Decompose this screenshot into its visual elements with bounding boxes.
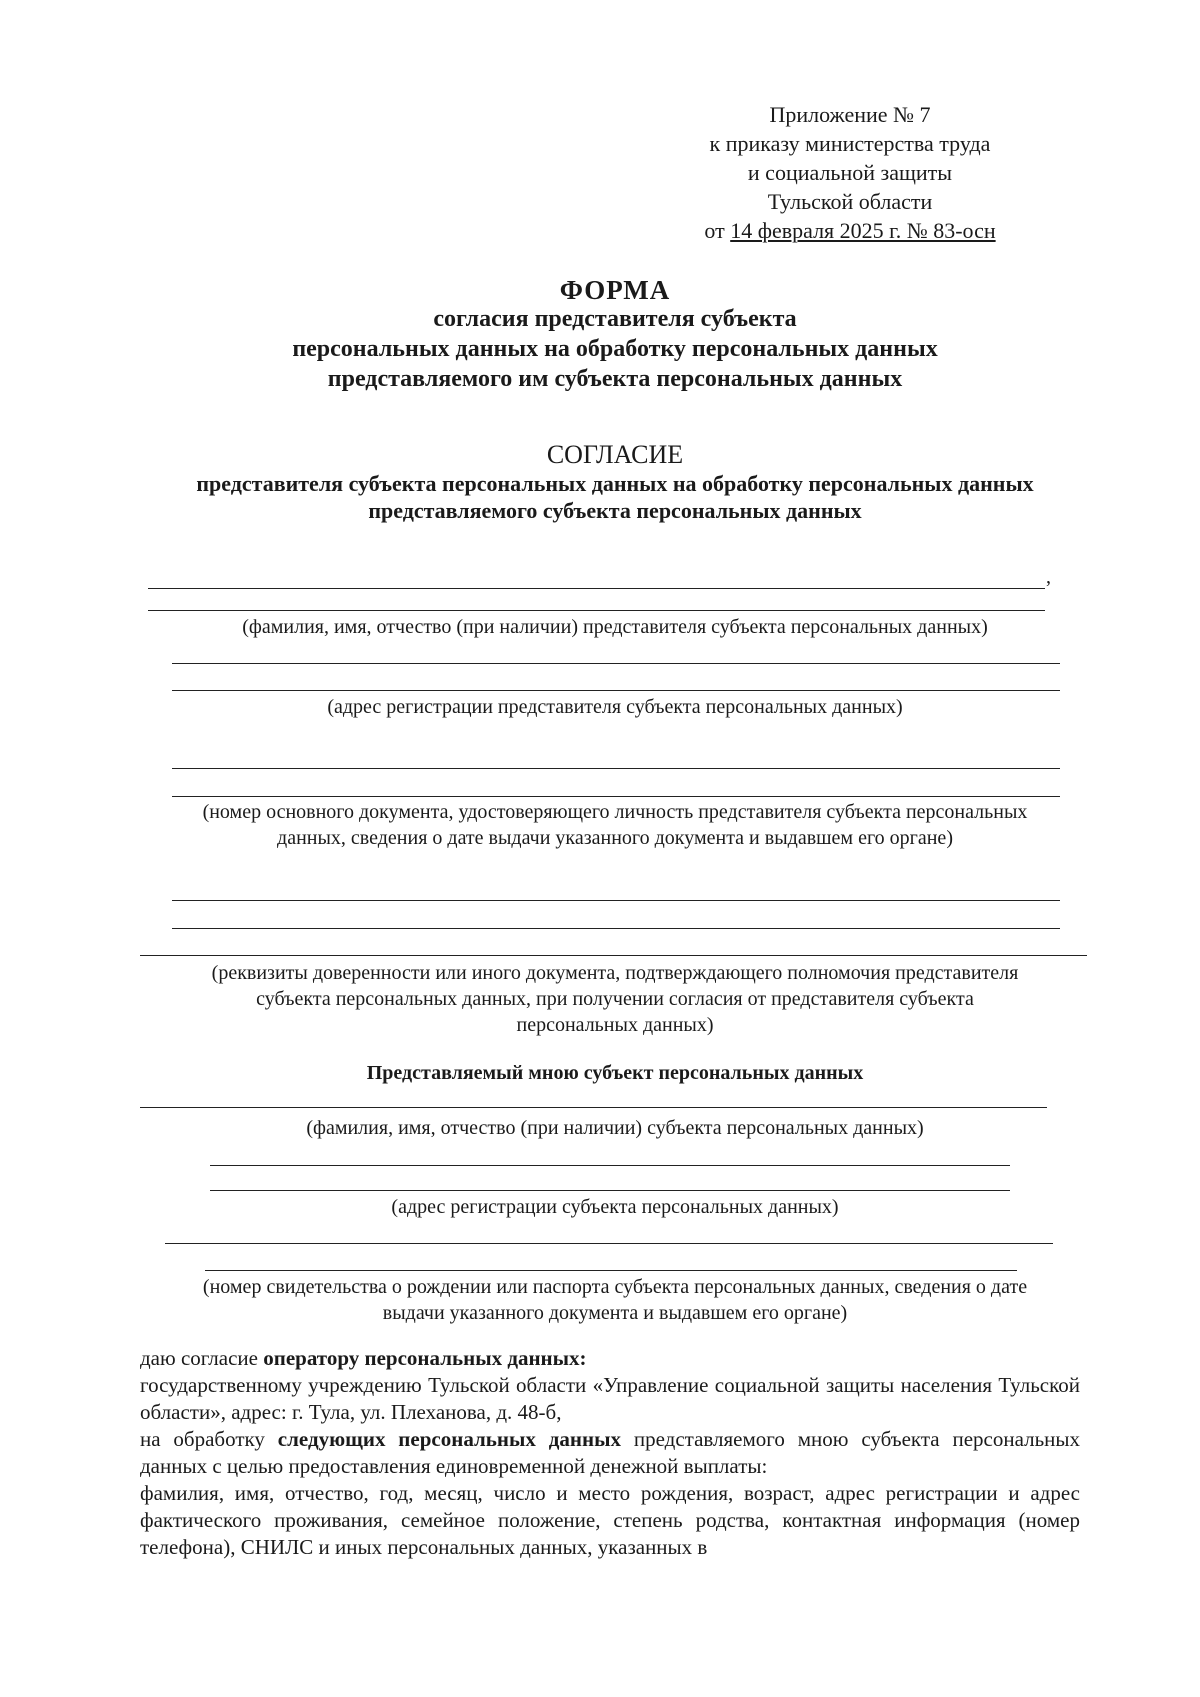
rep-doc-caption xyxy=(140,799,1090,851)
rep-address-caption: (адрес регистрации представителя субъекта персональных данных) xyxy=(327,696,903,718)
rep-name-caption: (фамилия, имя, отчество (при наличии) представителя субъекта персональных данных) xyxy=(242,616,988,638)
rep-name-comma: , xyxy=(1046,566,1051,588)
rep-name-line-2[interactable] xyxy=(148,610,1045,611)
rep-doc-line-2[interactable] xyxy=(172,796,1060,797)
rep-doc-caption-line1: (номер основного документа, удостоверяющего личность представителя субъекта персональных xyxy=(202,801,1028,823)
consent-body-p2: государственному учреждению Тульской области «Управление социальной защиты населения Тульской области», адрес: г. Тула, ул. Плеханова, д. 48-б, xyxy=(140,1373,1080,1424)
subj-doc-line-1[interactable] xyxy=(165,1243,1053,1244)
appendix-order: к приказу министерства труда xyxy=(709,131,991,156)
consent-subtitle-line2: представляемого субъекта персональных данных xyxy=(368,498,862,523)
form-subtitle xyxy=(140,304,1090,394)
consent-body-p4: фамилия, имя, отчество, год, месяц, число и место рождения, возраст, адрес регистрации и адрес фактического проживания, семейное положение, степень родства, контактная информация (номер телефона), СНИЛС и иных персональных данных, указанных в xyxy=(140,1481,1080,1559)
rep-name-line-1[interactable] xyxy=(148,588,1045,589)
consent-body-p1 xyxy=(140,1345,1080,1372)
appendix-date: 14 февраля 2025 г. № 83-осн xyxy=(730,218,996,243)
power-line-1[interactable] xyxy=(172,900,1060,901)
rep-doc-caption-line2: данных, сведения о дате выдачи указанного документа и выдавшем его органе) xyxy=(277,827,953,849)
appendix-date-line xyxy=(640,216,1060,245)
form-subtitle-line2: персональных данных на обработку персональных данных xyxy=(292,336,938,362)
power-caption-line3: персональных данных) xyxy=(516,1014,714,1036)
consent-title: СОГЛАСИЕ xyxy=(546,440,684,469)
consent-subtitle xyxy=(140,470,1090,524)
power-caption-line1: (реквизиты доверенности или иного документа, подтверждающего полномочия представителя xyxy=(211,962,1019,984)
form-subtitle-line1: согласия представителя субъекта xyxy=(433,306,797,332)
consent-body-p3-c: представляемого мною субъекта персональных данных с целью предоставления единовременной денежной выплаты: xyxy=(140,1427,1080,1478)
form-title: ФОРМА xyxy=(559,275,671,305)
power-line-3[interactable] xyxy=(140,955,1087,956)
form-subtitle-line3: представляемого им субъекта персональных данных xyxy=(327,366,903,392)
subj-doc-caption-line2: выдачи указанного документа и выдавшем его органе) xyxy=(382,1302,848,1324)
subj-name-caption: (фамилия, имя, отчество (при наличии) субъекта персональных данных) xyxy=(306,1117,924,1139)
consent-body xyxy=(140,1345,1080,1561)
consent-body-p1-a: даю согласие xyxy=(140,1346,264,1370)
subj-address-line-1[interactable] xyxy=(210,1165,1010,1166)
power-caption xyxy=(140,960,1090,1038)
subj-address-line-2[interactable] xyxy=(210,1190,1010,1191)
consent-body-p3 xyxy=(140,1426,1080,1480)
appendix-ministry: и социальной защиты xyxy=(747,160,953,185)
appendix-block xyxy=(640,100,1060,245)
appendix-date-prefix: от xyxy=(704,218,731,243)
consent-subtitle-line1: представителя субъекта персональных данных на обработку персональных данных xyxy=(196,471,1034,496)
consent-body-p3-b: следующих персональных данных xyxy=(277,1427,621,1451)
consent-body-p3-a: на обработку xyxy=(140,1427,278,1451)
appendix-region: Тульской области xyxy=(767,189,933,214)
power-line-2[interactable] xyxy=(172,928,1060,929)
subj-address-caption: (адрес регистрации субъекта персональных данных) xyxy=(391,1196,839,1218)
consent-body-p1-b: оператору персональных данных: xyxy=(263,1346,587,1370)
power-caption-line2: субъекта персональных данных, при получении согласия от представителя субъекта xyxy=(256,988,974,1010)
rep-doc-line-1[interactable] xyxy=(172,768,1060,769)
subj-doc-line-2[interactable] xyxy=(205,1270,1017,1271)
subj-doc-caption-line1: (номер свидетельства о рождении или паспорта субъекта персональных данных, сведения о дате xyxy=(202,1276,1028,1298)
rep-address-line-1[interactable] xyxy=(172,663,1060,664)
appendix-number: Приложение № 7 xyxy=(769,102,931,127)
subj-doc-caption xyxy=(140,1274,1090,1326)
subject-heading: Представляемый мною субъект персональных данных xyxy=(366,1062,864,1084)
subj-name-line[interactable] xyxy=(140,1107,1047,1108)
rep-address-line-2[interactable] xyxy=(172,690,1060,691)
